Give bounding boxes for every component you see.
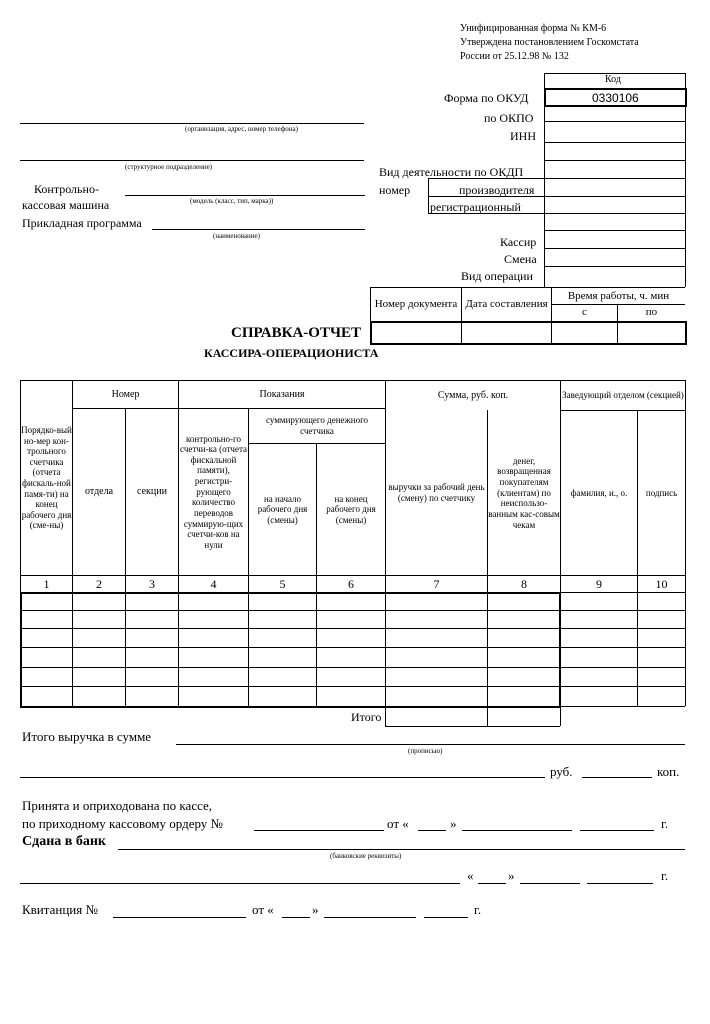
report-title: СПРАВКА-ОТЧЕТ bbox=[231, 325, 361, 341]
program-label: Прикладная программа bbox=[22, 216, 142, 230]
bank-day-field[interactable] bbox=[478, 868, 506, 882]
col-number: 6 bbox=[348, 576, 354, 591]
dept-header: отдела bbox=[84, 486, 114, 498]
okpo-label: по ОКПО bbox=[484, 111, 534, 125]
receipt-from-label: от « bbox=[252, 902, 274, 917]
kop-field[interactable] bbox=[582, 762, 652, 776]
kkm-number-label: номер bbox=[379, 183, 411, 197]
receipt-label: Квитанция № bbox=[22, 902, 98, 917]
table-row[interactable] bbox=[22, 687, 685, 704]
order-month-field[interactable] bbox=[462, 815, 572, 829]
bank-day-line bbox=[478, 883, 506, 884]
okud-code-value: 0330106 bbox=[592, 91, 639, 105]
refund-header: денег, возвращенная покупателям (клиентам) по неиспользо-ванным кас-совым чекам bbox=[488, 455, 560, 530]
order-year-line bbox=[580, 830, 654, 831]
org-caption: (организация, адрес, номер телефона) bbox=[185, 125, 298, 133]
bank-year-label: г. bbox=[661, 868, 669, 883]
cashier-label: Кассир bbox=[500, 235, 537, 249]
readings-header: Показания bbox=[259, 388, 305, 400]
table-row[interactable] bbox=[22, 611, 685, 628]
control-counter-header: контрольно-го счетчи-ка (отчета фискальной памяти), регистри-рующего количество переводов суммирую-щих счетчи-ков на нули bbox=[180, 433, 247, 550]
bank-label: Сдана в банк bbox=[22, 834, 106, 849]
in-words-caption: (прописью) bbox=[408, 747, 443, 755]
inn-label: ИНН bbox=[510, 129, 536, 143]
bank-details-line-2 bbox=[20, 883, 460, 884]
table-row[interactable] bbox=[22, 629, 685, 647]
order-quote-close: » bbox=[450, 816, 457, 831]
section-header: секции bbox=[137, 486, 167, 498]
order-year-label: г. bbox=[661, 816, 669, 831]
approved-label: Утверждена постановлением Госкомстата bbox=[460, 37, 639, 48]
time-to-header: по bbox=[645, 306, 658, 319]
report-subtitle: КАССИРА-ОПЕРАЦИОНИСТА bbox=[204, 346, 379, 360]
col-number: 10 bbox=[655, 576, 668, 591]
sum-header: Сумма, руб. коп. bbox=[437, 389, 509, 401]
okdp-label: Вид деятельности по ОКДП bbox=[379, 165, 524, 179]
col-number: 4 bbox=[210, 576, 217, 591]
bank-year-line bbox=[587, 883, 653, 884]
col-number: 9 bbox=[596, 576, 602, 591]
doc-date-header: Дата составления bbox=[465, 297, 548, 310]
bank-quote-close: » bbox=[508, 868, 515, 883]
bank-year-field[interactable] bbox=[587, 868, 653, 882]
revenue-in-words-field-2[interactable] bbox=[20, 762, 545, 776]
shift-label: Смена bbox=[504, 252, 537, 266]
kop-line bbox=[582, 777, 652, 778]
kkm-label-1: Контрольно- bbox=[34, 182, 99, 196]
approved-date-label: России от 25.12.98 № 132 bbox=[460, 51, 569, 62]
col1-header: Порядко-вый но-мер кон-трольного счетчика (отчета фискаль-ной памя-ти) на конец рабочего дня (сме-ны) bbox=[21, 424, 72, 531]
manufacturer-label: производителя bbox=[459, 183, 535, 197]
receipt-year-field[interactable] bbox=[424, 902, 468, 916]
kkm-label-2: кассовая машина bbox=[22, 198, 110, 212]
doc-number-header: Номер документа bbox=[374, 297, 458, 310]
surname-header: фамилия, и., о. bbox=[570, 487, 628, 498]
name-caption: (наименование) bbox=[213, 232, 260, 240]
order-from-label: от « bbox=[387, 816, 409, 831]
col-number: 8 bbox=[521, 576, 527, 591]
receipt-day-field[interactable] bbox=[282, 902, 310, 916]
order-year-field[interactable] bbox=[580, 815, 654, 829]
receipt-year-label: г. bbox=[474, 902, 482, 917]
signature-header: подпись bbox=[645, 487, 678, 498]
revenue-words-line-2 bbox=[20, 777, 545, 778]
table-row[interactable] bbox=[22, 594, 685, 610]
col-number: 1 bbox=[43, 576, 50, 591]
operation-type-label: Вид операции bbox=[461, 269, 533, 283]
bank-details-field[interactable] bbox=[118, 834, 685, 848]
model-caption: (модель (класс, тип, марка)) bbox=[190, 197, 274, 205]
bank-month-field[interactable] bbox=[520, 868, 580, 882]
bank-caption: (банковские реквизиты) bbox=[330, 852, 402, 860]
revenue-in-words-field[interactable] bbox=[176, 729, 685, 743]
total-refund-field[interactable] bbox=[489, 708, 559, 725]
time-from-header: с bbox=[582, 306, 587, 319]
work-time-header: Время работы, ч. мин bbox=[567, 290, 670, 303]
start-of-day-header: на начало рабочего дня (смены) bbox=[257, 493, 308, 525]
receipt-month-field[interactable] bbox=[324, 902, 416, 916]
okud-label: Форма по ОКУД bbox=[444, 91, 529, 105]
col-number: 2 bbox=[96, 576, 102, 591]
receipt-number-line bbox=[113, 917, 246, 918]
subdivision-caption: (структурное подразделение) bbox=[125, 163, 213, 171]
receipt-number-field[interactable] bbox=[113, 902, 246, 916]
total-label: Итого bbox=[351, 710, 382, 724]
registration-label: регистрационный bbox=[430, 200, 521, 214]
total-revenue-field[interactable] bbox=[387, 708, 486, 725]
bank-details-line bbox=[118, 849, 685, 850]
col-number: 3 bbox=[149, 576, 155, 591]
order-day-field[interactable] bbox=[418, 815, 446, 829]
accepted-label-1: Принята и оприходована по кассе, bbox=[22, 798, 213, 813]
rub-label: руб. bbox=[550, 764, 573, 779]
order-number-field[interactable] bbox=[254, 815, 384, 829]
bank-month-line bbox=[520, 883, 580, 884]
nomer-header: Номер bbox=[111, 388, 140, 400]
kod-header: Код bbox=[605, 74, 621, 85]
order-day-line bbox=[418, 830, 446, 831]
end-of-day-header: на конец рабочего дня (смены) bbox=[326, 493, 376, 525]
receipt-year-line bbox=[424, 917, 468, 918]
bank-details-field-2[interactable] bbox=[20, 868, 460, 882]
order-number-line bbox=[254, 830, 384, 831]
bank-quote-open: « bbox=[467, 868, 474, 883]
revenue-header: выручки за рабочий день (смену) по счетчику bbox=[388, 482, 485, 503]
accepted-label-2: по приходному кассовому ордеру № bbox=[22, 816, 223, 831]
summing-counter-header: суммирующего денежного счетчика bbox=[265, 415, 369, 436]
col-number: 7 bbox=[433, 576, 440, 591]
total-revenue-label: Итого выручка в сумме bbox=[22, 729, 152, 744]
receipt-day-line bbox=[282, 917, 310, 918]
order-month-line bbox=[462, 830, 572, 831]
manager-header: Заведующий отделом (секцией) bbox=[562, 390, 684, 401]
receipt-month-line bbox=[324, 917, 416, 918]
table-row[interactable] bbox=[22, 668, 685, 686]
revenue-words-line bbox=[176, 744, 685, 745]
table-row[interactable] bbox=[22, 648, 685, 667]
unified-form-label: Унифицированная форма № КМ-6 bbox=[460, 23, 607, 34]
kop-label: коп. bbox=[657, 764, 680, 779]
receipt-quote-close: » bbox=[312, 902, 319, 917]
col-number: 5 bbox=[279, 576, 286, 591]
